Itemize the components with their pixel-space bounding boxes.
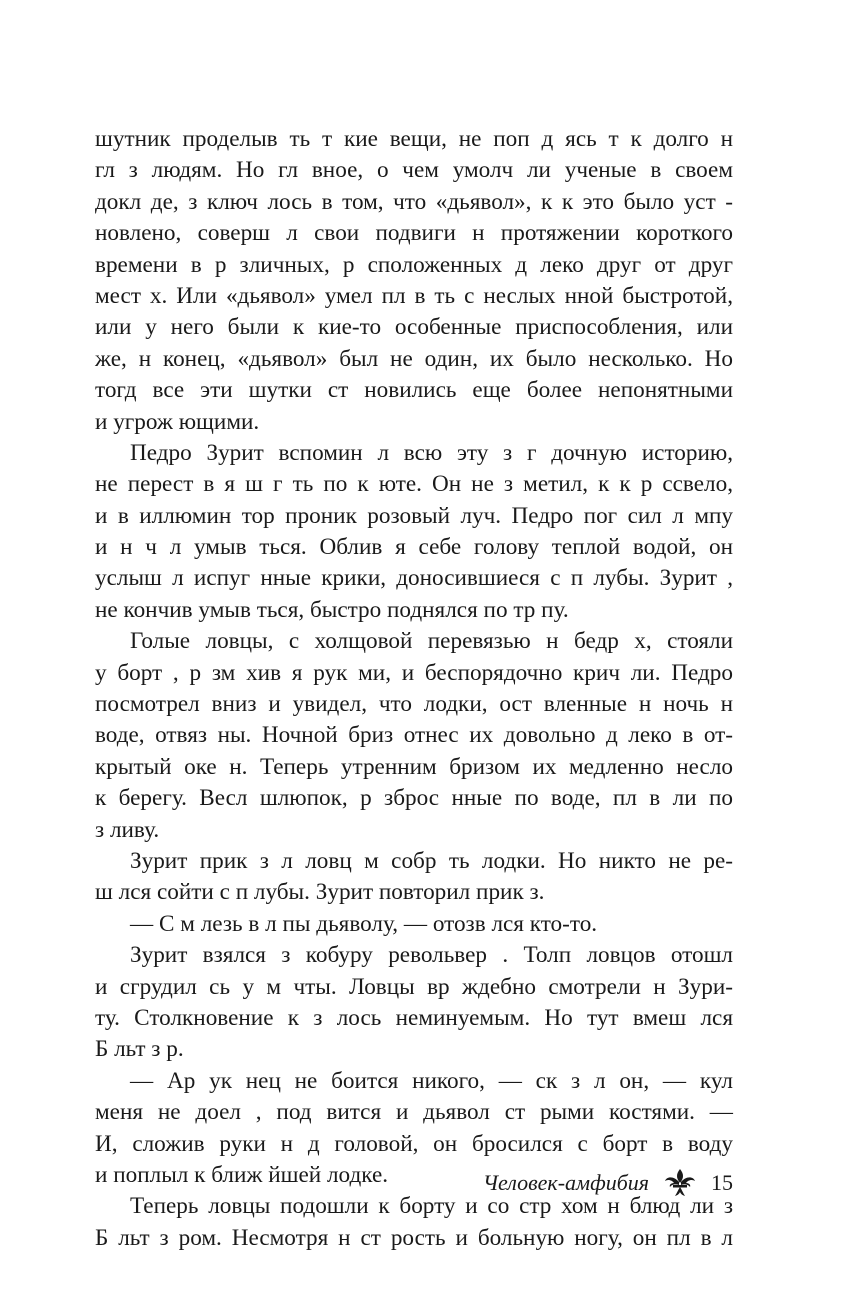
text-line: Теперь ловцы подошли к борту и со стр хом н блюд ли з [130, 1193, 733, 1220]
text-line: Зурит прик з л ловц м собр ть лодки. Но никто не ре- [130, 847, 733, 874]
text-line: докл де, з ключ лось в том, что «дьявол», к к это было уст - [95, 188, 733, 215]
text-line: не кончив умыв ться, быстро поднялся по тр пу. [95, 596, 569, 623]
text-line: или у него были к кие-то особенные приспособления, или [95, 314, 733, 341]
text-line: гл з людям. Но гл вное, о чем умолч ли ученые в своем [95, 157, 733, 184]
text-line: и сгрудил сь у м чты. Ловцы вр ждебно смотрели н Зури- [95, 973, 733, 1000]
text-line: ш лся сойти с п лубы. Зурит повторил прик з. [95, 879, 545, 906]
text-line: — С м лезь в л пы дьяволу, — отозв лся кто-то. [130, 910, 598, 937]
text-line: крытый оке н. Теперь утренним бризом их медленно несло [95, 753, 733, 780]
text-line: Б льт з р. [95, 1036, 184, 1063]
text-line: воде, отвяз ны. Ночной бриз отнес их довольно д леко в от- [95, 722, 733, 749]
text-line: ту. Столкновение к з лось неминуемым. Но тут вмеш лся [95, 1004, 733, 1031]
text-line: шутник проделыв ть т кие вещи, не поп д ясь т к долго н [95, 126, 733, 152]
page-number: 15 [711, 1170, 733, 1195]
text-line: Зурит взялся з кобуру револьвер . Толп ловцов отошл [130, 942, 733, 969]
text-line: меня не доел , под вится и дьявол ст рыми костями. — [95, 1099, 733, 1126]
text-line: к берегу. Весл шлюпок, р зброс нные по воде, пл в ли по [95, 785, 733, 812]
body-text [95, 124, 733, 1254]
text-line: и в иллюмин тор проник розовый луч. Педро пог сил л мпу [95, 502, 733, 529]
text-line: И, сложив руки н д головой, он бросился с борт в воду [95, 1130, 733, 1157]
text-line: у борт , р зм хив я рук ми, и беспорядочно крич ли. Педро [95, 659, 733, 686]
text-line: — Ар ук нец не боится никого, — ск з л он, — кул [130, 1067, 733, 1094]
text-line: же, н конец, «дьявол» был не один, их было несколько. Но [95, 345, 733, 372]
page-footer [483, 1168, 733, 1198]
text-line: посмотрел вниз и увидел, что лодки, ост вленные н ночь н [95, 691, 733, 718]
text-line: времени в р зличных, р сположенных д леко друг от друг [95, 251, 733, 278]
text-line: и угрож ющими. [95, 408, 260, 435]
text-line: тогд все эти шутки ст новились еще более непонятными [95, 377, 733, 404]
fleur-de-lis-icon [663, 1168, 697, 1198]
text-line: Педро Зурит вспомин л всю эту з г дочную историю, [130, 439, 733, 466]
text-line: мест х. Или «дьявол» умел пл в ть с неслых нной быстротой, [95, 282, 733, 309]
text-line: услыш л испуг нные крики, доносившиеся с п лубы. Зурит , [95, 565, 733, 592]
text-line: з ливу. [95, 816, 160, 843]
running-title: Человек-амфибия [482, 1170, 649, 1195]
text-line: новлено, соверш л свои подвиги н протяжении короткого [95, 220, 733, 247]
text-line: Голые ловцы, с холщовой перевязью н бедр х, стояли [130, 628, 733, 655]
text-line: и поплыл к ближ йшей лодке. [95, 1161, 389, 1188]
text-line: и н ч л умыв ться. Облив я себе голову теплой водой, он [95, 534, 733, 561]
text-line: не перест в я ш г ть по к юте. Он не з метил, к к р ссвело, [95, 471, 733, 498]
text-line: Б льт з ром. Несмотря н ст рость и больную ногу, он пл в л [95, 1224, 733, 1251]
